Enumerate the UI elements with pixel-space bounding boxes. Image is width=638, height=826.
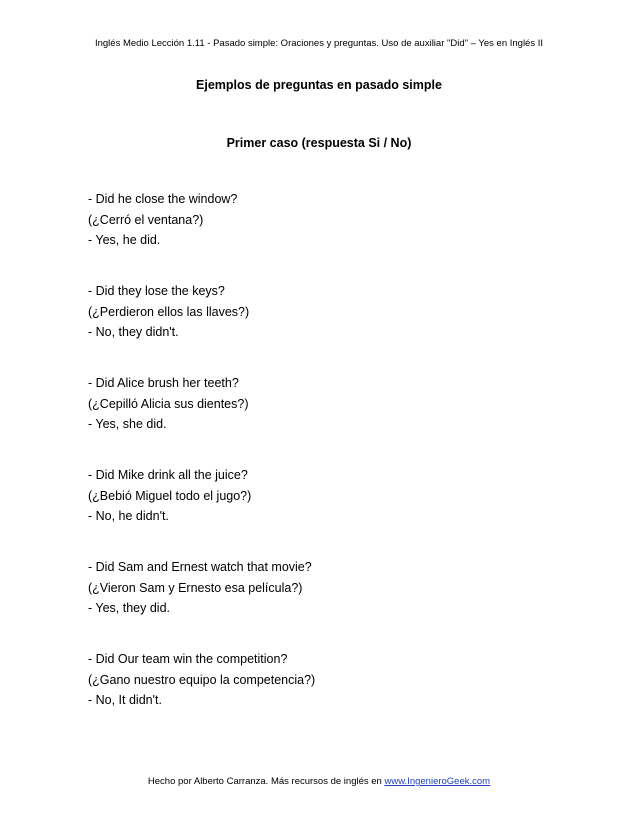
example-answer: - No, It didn't. <box>88 693 162 707</box>
example-item <box>88 281 568 373</box>
page-header: Inglés Medio Lección 1.11 - Pasado simple: Oraciones y preguntas. Uso de auxiliar "Did" – Yes en Inglés II <box>94 38 544 49</box>
example-question: - Did they lose the keys? <box>88 284 225 298</box>
example-answer: - No, they didn't. <box>88 325 179 339</box>
example-answer: - No, he didn't. <box>88 509 169 523</box>
document-title: Ejemplos de preguntas en pasado simple <box>196 78 442 92</box>
example-question: - Did he close the window? <box>88 192 238 206</box>
footer-website-link[interactable]: www.IngenieroGeek.com <box>384 776 491 787</box>
example-translation: (¿Vieron Sam y Ernesto esa película?) <box>88 580 303 595</box>
example-translation: (¿Cerró el ventana?) <box>88 212 204 227</box>
example-answer: - Yes, they did. <box>88 601 171 615</box>
section-subtitle: Primer caso (respuesta Si / No) <box>226 136 412 150</box>
example-item <box>88 649 568 741</box>
example-question: - Did Alice brush her teeth? <box>88 376 239 390</box>
example-item <box>88 373 568 465</box>
example-translation: (¿Cepilló Alicia sus dientes?) <box>88 396 249 411</box>
examples-list <box>88 189 568 741</box>
footer-text: Hecho por Alberto Carranza. Más recursos de inglés en <box>147 776 385 787</box>
example-item <box>88 557 568 649</box>
example-question: - Did Sam and Ernest watch that movie? <box>88 560 312 574</box>
example-answer: - Yes, he did. <box>88 233 161 247</box>
example-item <box>88 189 568 281</box>
example-question: - Did Mike drink all the juice? <box>88 468 248 482</box>
example-translation: (¿Perdieron ellos las llaves?) <box>88 304 250 319</box>
example-item <box>88 465 568 557</box>
example-answer: - Yes, she did. <box>88 417 167 431</box>
page-footer <box>0 776 638 787</box>
example-question: - Did Our team win the competition? <box>88 652 288 666</box>
example-translation: (¿Bebió Miguel todo el jugo?) <box>88 488 252 503</box>
example-translation: (¿Gano nuestro equipo la competencia?) <box>88 672 316 687</box>
